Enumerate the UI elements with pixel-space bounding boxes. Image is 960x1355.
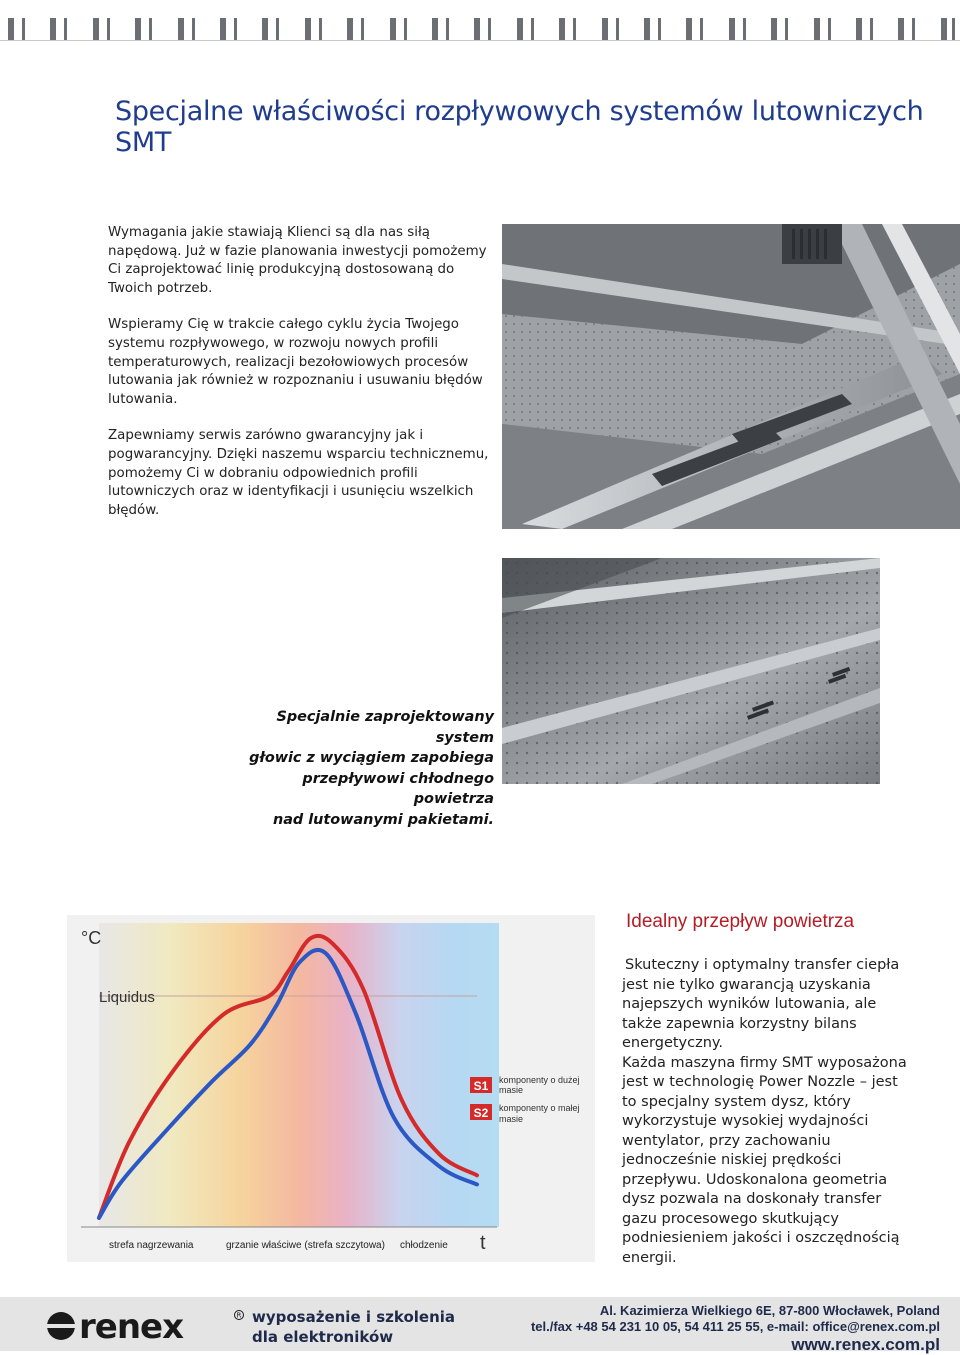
strip-bar [50, 18, 56, 40]
strip-bar [432, 18, 438, 40]
strip-bar [616, 18, 619, 40]
strip-bar [135, 18, 141, 40]
nozzle-panel-photo [502, 558, 880, 784]
legend-s2-text: komponenty o małej [499, 1103, 580, 1113]
strip-bar [22, 18, 25, 40]
reflow-profile-chart [67, 915, 595, 1262]
strip-bar [814, 18, 820, 40]
strip-bar [856, 18, 862, 40]
strip-bar [828, 18, 831, 40]
strip-bar [361, 18, 364, 40]
caption-line: przepływowi chłodnego powietrza [302, 770, 494, 807]
zone-label-peak: grzanie właściwe (strefa szczytowa) [226, 1240, 385, 1251]
strip-bar [602, 18, 608, 40]
strip-bar [559, 18, 565, 40]
strip-bar [107, 18, 110, 40]
y-unit-label: °C [81, 928, 102, 948]
strip-bar [347, 18, 353, 40]
phone-email[interactable]: tel./fax +48 54 231 10 05, 54 411 25 55, e-mail: office@renex.com.pl [530, 1319, 940, 1334]
contact-info [531, 1303, 940, 1355]
strip-bar [8, 18, 14, 40]
svg-text:R: R [236, 1311, 242, 1320]
strip-bar [771, 18, 777, 40]
strip-bar [149, 18, 152, 40]
zone-gradient [99, 923, 499, 1227]
strip-bar [729, 18, 735, 40]
header-divider [0, 40, 960, 41]
strip-bar [952, 18, 955, 40]
caption-line: nad lutowanymi pakietami. [272, 811, 494, 828]
section-paragraph: Skuteczny i optymalny transfer ciepła jest nie tylko gwarancją uzyskania najepszych wyników lutowania, ale także zapewnia korzystny bilans energetyczny. [622, 957, 900, 1051]
section-paragraph: Każda maszyna firmy SMT wyposażona jest w technologię Power Nozzle – jest to specjalny system dysz, który wykorzystuje wysokiej wydajności wentylator, przy zachowaniu jednocześnie niskiej prędkości przepływu. Udoskonalona geometria dysz pozwala na doskonały transfer gazu procesowego skutkujący podniesieniem jakości i oszczędnością energii. [622, 1054, 907, 1266]
strip-bar [785, 18, 788, 40]
strip-bar [234, 18, 237, 40]
strip-bar [517, 18, 523, 40]
strip-bar [941, 18, 947, 40]
chart-svg [67, 915, 595, 1262]
strip-bar [446, 18, 449, 40]
strip-bar [531, 18, 534, 40]
strip-bar [898, 18, 904, 40]
strip-bar [474, 18, 480, 40]
tagline [252, 1307, 455, 1347]
strip-bar [658, 18, 661, 40]
strip-bar [686, 18, 692, 40]
strip-bar [912, 18, 915, 40]
oven-interior-photo [502, 224, 960, 529]
intro-paragraph: Wymagania jakie stawiają Klienci są dla nas siłą napędową. Już w fazie planowania inwestycji pomożemy Ci zaprojektować linię produkcyjną dostosowaną do Twoich potrzeb. [108, 225, 487, 296]
x-unit-label: t [480, 1232, 486, 1254]
liquidus-label: Liquidus [99, 989, 155, 1006]
strip-bar [192, 18, 195, 40]
brand-wordmark: renex [79, 1309, 184, 1343]
section-body [622, 956, 912, 1268]
page-title: Specjalne właściwości rozpływowych systemów lutowniczych SMT [115, 96, 924, 158]
intro-text [108, 224, 498, 538]
website-link[interactable]: www.renex.com.pl [791, 1335, 940, 1354]
strip-bar [262, 18, 268, 40]
strip-bar [870, 18, 873, 40]
strip-bar [220, 18, 226, 40]
strip-bar [319, 18, 322, 40]
strip-bar [178, 18, 184, 40]
zone-label-cooling: chłodzenie [400, 1240, 448, 1251]
photo-caption [246, 707, 494, 830]
caption-line: Specjalnie zaprojektowany system [276, 709, 494, 746]
zone-label-heating: strefa nagrzewania [109, 1240, 194, 1251]
tagline-line: dla elektroników [252, 1328, 394, 1346]
strip-bar [93, 18, 99, 40]
strip-bar [700, 18, 703, 40]
legend-badge-s2-text: S2 [473, 1106, 489, 1120]
legend-s2-text: masie [499, 1114, 524, 1124]
legend-s1-text: masie [499, 1085, 524, 1095]
strip-bar [743, 18, 746, 40]
strip-bar [64, 18, 67, 40]
address: Al. Kazimierza Wielkiego 6E, 87-800 Włocławek, Poland [599, 1303, 940, 1318]
tagline-line: wyposażenie i szkolenia [252, 1308, 456, 1326]
legend-s1-text: komponenty o dużej [499, 1075, 580, 1085]
legend-badge-s1-text: S1 [473, 1079, 489, 1093]
caption-line: głowic z wyciągiem zapobiega [249, 750, 494, 766]
strip-bar [305, 18, 311, 40]
strip-bar [390, 18, 396, 40]
intro-paragraph: Wspieramy Cię w trakcie całego cyklu życia Twojego systemu rozpływowego, w rozwoju nowych profili temperaturowych, realizacji bezołowiowych procesów lutowania jak również w rozpoznaniu i usuwaniu błędów lutowania. [108, 317, 483, 407]
renex-logo [45, 1309, 245, 1343]
section-title: Idealny przepływ powietrza [626, 911, 855, 932]
footer [0, 1297, 960, 1354]
strip-bar [573, 18, 576, 40]
intro-paragraph: Zapewniamy serwis zarówno gwarancyjny jak i pogwarancyjny. Dzięki naszemu wsparciu technicznemu, pomożemy Ci w dobraniu odpowiednich profili lutowniczych oraz w identyfikacji i usunięciu wszelkich błędów. [108, 428, 489, 518]
header-decoration-strip [0, 0, 960, 46]
strip-bar [644, 18, 650, 40]
strip-bar [404, 18, 407, 40]
strip-bar [488, 18, 491, 40]
strip-bar [276, 18, 279, 40]
